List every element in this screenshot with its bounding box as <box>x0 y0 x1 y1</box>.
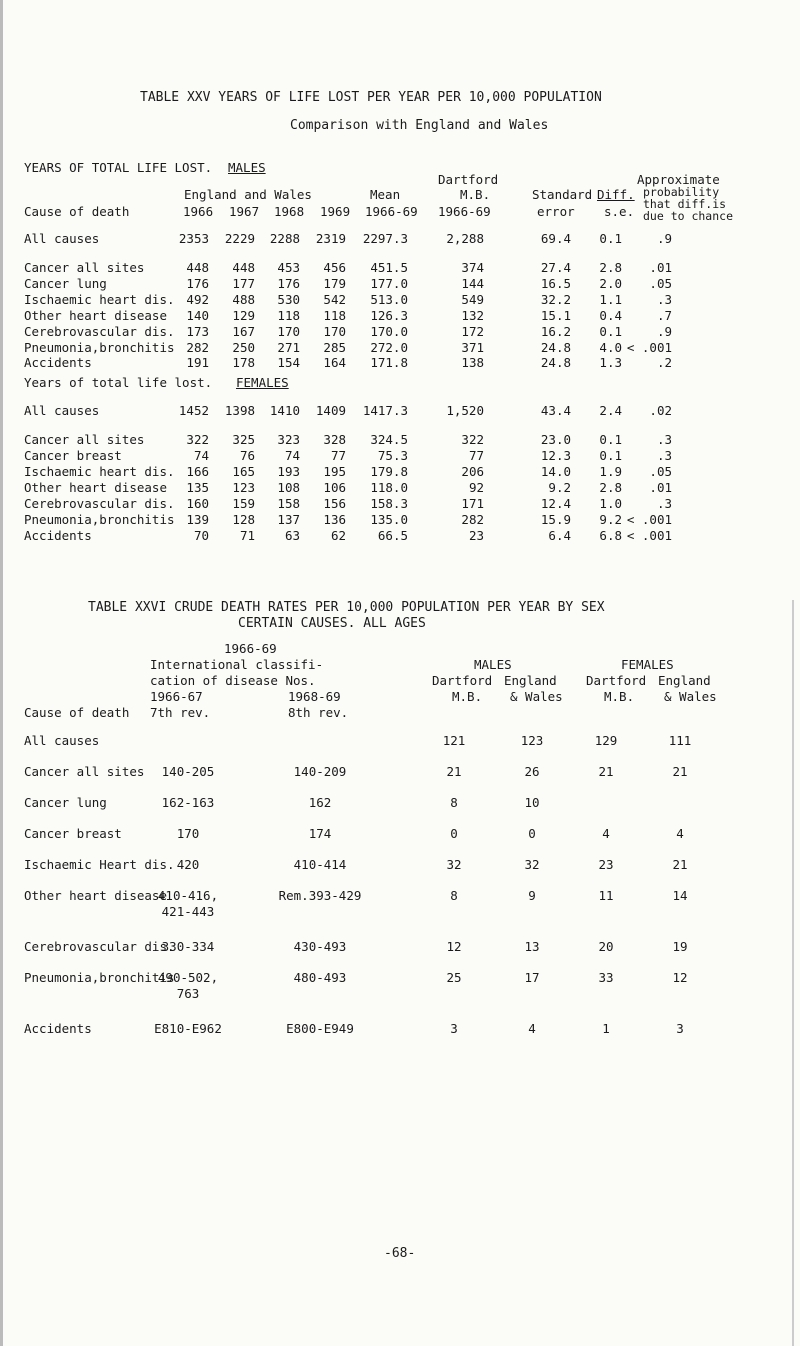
row-value-m-ew: 9 <box>528 888 536 903</box>
hdr-diff: Diff. <box>597 187 635 202</box>
row-cause-label: Other heart disease <box>24 308 167 323</box>
t26-hdr-m-england: England <box>504 673 557 688</box>
row-value: 177.0 <box>370 276 408 291</box>
row-value: < .001 <box>626 340 672 355</box>
row-value-rev8: 430-493 <box>293 939 347 954</box>
row-value-rev7: 490-502, <box>157 970 219 985</box>
row-value: 1398 <box>224 403 255 418</box>
row-value-rev7: 170 <box>176 826 200 841</box>
row-value-f-ew: 3 <box>676 1021 684 1036</box>
row-value-f-ew: 12 <box>672 970 688 985</box>
row-value-f-ew: 14 <box>672 888 688 903</box>
row-value: 135 <box>186 480 209 495</box>
row-value-m-dart: 0 <box>450 826 458 841</box>
row-value: 2288 <box>269 231 300 246</box>
row-value-f-dart: 1 <box>602 1021 610 1036</box>
section-sex-females: FEMALES <box>236 375 289 390</box>
row-value: 1452 <box>178 403 209 418</box>
hdr-mean: Mean <box>370 187 401 202</box>
row-value: .2 <box>656 355 672 370</box>
row-cause-label: Cancer all sites <box>24 432 145 447</box>
row-value-rev7: 410-416, <box>157 888 219 903</box>
row-value: 118.0 <box>370 480 408 495</box>
row-cause-label: Ischaemic Heart dis. <box>24 857 175 872</box>
row-value: 271 <box>277 340 300 355</box>
row-value: 323 <box>277 432 300 447</box>
row-value: 2297.3 <box>362 231 408 246</box>
t26-hdr-cause: Cause of death <box>24 705 130 720</box>
t26-hdr-rev7-years: 1966-67 <box>150 689 203 704</box>
t26-hdr-f-england: England <box>658 673 711 688</box>
row-cause-label: Cancer all sites <box>24 764 145 779</box>
row-value: < .001 <box>626 512 672 527</box>
row-value-m-dart: 3 <box>450 1021 458 1036</box>
t26-hdr-rev7: 7th rev. <box>150 705 211 720</box>
row-value: 27.4 <box>540 260 571 275</box>
row-value: 24.8 <box>540 355 571 370</box>
row-value-rev8: 162 <box>308 795 332 810</box>
row-value: 492 <box>186 292 209 307</box>
row-value-rev7: E810-E962 <box>154 1021 222 1036</box>
row-value: 513.0 <box>370 292 408 307</box>
row-value: 170 <box>323 324 346 339</box>
row-value-f-dart: 4 <box>602 826 610 841</box>
row-value: 129 <box>232 308 255 323</box>
row-value: 69.4 <box>540 231 571 246</box>
row-value: 2.8 <box>599 480 622 495</box>
section-label-males: YEARS OF TOTAL LIFE LOST. <box>24 160 213 175</box>
row-value: 23.0 <box>540 432 571 447</box>
row-value: 371 <box>461 340 484 355</box>
row-value-f-dart: 33 <box>598 970 614 985</box>
row-cause-label: All causes <box>24 231 100 246</box>
row-value: 1.1 <box>599 292 622 307</box>
t26-hdr-m-mb: M.B. <box>452 689 483 704</box>
row-value: 170.0 <box>370 324 408 339</box>
row-value: 12.4 <box>540 496 571 511</box>
row-value-f-dart: 23 <box>598 857 614 872</box>
row-cause-label: Other heart disease <box>24 888 167 903</box>
row-value-f-dart: 21 <box>598 764 614 779</box>
row-value: < .001 <box>626 528 672 543</box>
row-value: 1417.3 <box>362 403 408 418</box>
t26-hdr-f-mb: M.B. <box>604 689 635 704</box>
t26-hdr-m-dartford: Dartford <box>432 673 493 688</box>
row-value-f-dart: 20 <box>598 939 614 954</box>
row-value: 1.9 <box>599 464 622 479</box>
hdr-eng-wales: England and Wales <box>184 187 312 202</box>
row-value: 172 <box>461 324 484 339</box>
row-value: 126.3 <box>370 308 408 323</box>
t26-hdr-f-wales: & Wales <box>664 689 717 704</box>
row-value: 282 <box>461 512 484 527</box>
row-value-f-ew: 21 <box>672 764 688 779</box>
row-value: 324.5 <box>370 432 408 447</box>
row-value-rev8: 174 <box>308 826 332 841</box>
hdr-dartford: Dartford <box>438 172 499 187</box>
row-value: .3 <box>656 448 672 463</box>
row-value-f-dart: 129 <box>594 733 618 748</box>
row-value-m-ew: 26 <box>524 764 540 779</box>
row-value-rev7: 420 <box>176 857 200 872</box>
row-value-rev7-cont: 763 <box>176 986 200 1001</box>
hdr-approx: Approximate <box>637 172 720 187</box>
row-value: 191 <box>186 355 209 370</box>
row-value: 322 <box>186 432 209 447</box>
row-value: .9 <box>656 324 672 339</box>
row-value: 6.8 <box>599 528 622 543</box>
row-value: 165 <box>232 464 255 479</box>
row-value: .01 <box>649 480 672 495</box>
row-value-f-ew: 19 <box>672 939 688 954</box>
row-value: 0.1 <box>599 231 622 246</box>
row-value-rev7: 162-163 <box>161 795 215 810</box>
row-value: .05 <box>649 276 672 291</box>
row-cause-label: Cerebrovascular dis. <box>24 939 175 954</box>
row-value-m-ew: 0 <box>528 826 536 841</box>
row-cause-label: Other heart disease <box>24 480 167 495</box>
row-value: 118 <box>277 308 300 323</box>
row-value: 77 <box>330 448 346 463</box>
row-value: 108 <box>277 480 300 495</box>
hdr-mb-years: 1966-69 <box>438 204 491 219</box>
t26-hdr-m-wales: & Wales <box>510 689 563 704</box>
row-value: 132 <box>461 308 484 323</box>
row-value: 488 <box>232 292 255 307</box>
row-value: 171.8 <box>370 355 408 370</box>
row-cause-label: Ischaemic heart dis. <box>24 292 175 307</box>
row-value: 2.0 <box>599 276 622 291</box>
row-value-m-dart: 121 <box>442 733 466 748</box>
hdr-y1966: 1966 <box>183 204 214 219</box>
row-value: 206 <box>461 464 484 479</box>
row-value-rev7-cont: 421-443 <box>161 904 215 919</box>
row-cause-label: Cerebrovascular dis. <box>24 324 175 339</box>
row-value: 71 <box>239 528 255 543</box>
t26-hdr-f-dartford: Dartford <box>586 673 647 688</box>
row-value-rev7: 140-205 <box>161 764 215 779</box>
row-value: 158 <box>277 496 300 511</box>
row-value: 176 <box>186 276 209 291</box>
row-value: .3 <box>656 432 672 447</box>
row-cause-label: Ischaemic heart dis. <box>24 464 175 479</box>
row-value-m-dart: 21 <box>446 764 462 779</box>
row-value: 12.3 <box>540 448 571 463</box>
row-value: 74 <box>284 448 300 463</box>
row-value: 1409 <box>315 403 346 418</box>
row-cause-label: Pneumonia,bronchitis <box>24 970 175 985</box>
hdr-y1967: 1967 <box>229 204 260 219</box>
row-value: 14.0 <box>540 464 571 479</box>
row-value: 1.0 <box>599 496 622 511</box>
row-value: 374 <box>461 260 484 275</box>
row-value: 75.3 <box>377 448 408 463</box>
row-value: 179.8 <box>370 464 408 479</box>
row-value: 137 <box>277 512 300 527</box>
row-cause-label: Cancer lung <box>24 276 107 291</box>
row-value-m-ew: 17 <box>524 970 540 985</box>
hdr-prob3: due to chance <box>643 209 734 223</box>
row-value: 250 <box>232 340 255 355</box>
hdr-cause: Cause of death <box>24 204 130 219</box>
row-value: 1410 <box>269 403 300 418</box>
row-value: 106 <box>323 480 346 495</box>
hdr-error: error <box>537 204 575 219</box>
scan-edge-left <box>0 0 3 1346</box>
row-value: 159 <box>232 496 255 511</box>
t26-hdr-icd1: International classifi- <box>150 657 324 672</box>
row-value-rev7: 330-334 <box>161 939 215 954</box>
row-value: 2229 <box>224 231 255 246</box>
row-cause-label: Accidents <box>24 1021 92 1036</box>
row-value: 0.1 <box>599 324 622 339</box>
t26-hdr-males: MALES <box>474 657 512 672</box>
table26-title: TABLE XXVI CRUDE DEATH RATES PER 10,000 POPULATION PER YEAR BY SEX <box>88 600 605 615</box>
row-value: 179 <box>323 276 346 291</box>
row-value: 144 <box>461 276 484 291</box>
row-value: 542 <box>323 292 346 307</box>
row-value: 154 <box>277 355 300 370</box>
row-value: 2.8 <box>599 260 622 275</box>
row-value: 63 <box>284 528 300 543</box>
t26-hdr-icd2: cation of disease Nos. <box>150 673 316 688</box>
row-value: 23 <box>468 528 484 543</box>
row-value: 167 <box>232 324 255 339</box>
row-value-m-ew: 123 <box>520 733 544 748</box>
row-value: 138 <box>461 355 484 370</box>
row-value-rev8: E800-E949 <box>286 1021 354 1036</box>
hdr-mb: M.B. <box>460 187 491 202</box>
scan-edge-right <box>792 600 794 1346</box>
hdr-mean-years: 1966-69 <box>365 204 418 219</box>
row-value: 328 <box>323 432 346 447</box>
row-value-rev8: 140-209 <box>293 764 347 779</box>
row-value: 1.3 <box>599 355 622 370</box>
row-value: 448 <box>232 260 255 275</box>
t26-hdr-females: FEMALES <box>621 657 674 672</box>
row-cause-label: Accidents <box>24 528 92 543</box>
t26-hdr-rev8: 8th rev. <box>288 705 349 720</box>
row-value: 77 <box>468 448 484 463</box>
row-value-m-dart: 25 <box>446 970 462 985</box>
row-value: .01 <box>649 260 672 275</box>
row-value: 24.8 <box>540 340 571 355</box>
row-value: 285 <box>323 340 346 355</box>
row-cause-label: Pneumonia,bronchitis <box>24 512 175 527</box>
row-value: 282 <box>186 340 209 355</box>
row-value: 136 <box>323 512 346 527</box>
row-value-m-dart: 8 <box>450 888 458 903</box>
row-value: .05 <box>649 464 672 479</box>
row-cause-label: All causes <box>24 403 100 418</box>
row-value-m-ew: 32 <box>524 857 540 872</box>
row-value: 0.4 <box>599 308 622 323</box>
row-cause-label: Pneumonia,bronchitis <box>24 340 175 355</box>
row-value-f-ew: 111 <box>668 733 692 748</box>
row-value: 177 <box>232 276 255 291</box>
row-value: 2.4 <box>599 403 622 418</box>
hdr-y1968: 1968 <box>274 204 305 219</box>
row-value: 456 <box>323 260 346 275</box>
row-value: 16.5 <box>540 276 571 291</box>
row-value-m-dart: 8 <box>450 795 458 810</box>
hdr-prob2: that diff.is <box>643 197 727 211</box>
row-value: .3 <box>656 496 672 511</box>
row-value: 16.2 <box>540 324 571 339</box>
row-value: 70 <box>193 528 209 543</box>
row-value: 171 <box>461 496 484 511</box>
row-value: 156 <box>323 496 346 511</box>
row-value: 140 <box>186 308 209 323</box>
row-value: 322 <box>461 432 484 447</box>
row-cause-label: Cerebrovascular dis. <box>24 496 175 511</box>
row-value: 325 <box>232 432 255 447</box>
row-value: 2353 <box>178 231 209 246</box>
row-value: 6.4 <box>548 528 571 543</box>
row-value-m-ew: 10 <box>524 795 540 810</box>
row-value: 128 <box>232 512 255 527</box>
row-value: 32.2 <box>540 292 571 307</box>
row-value: .02 <box>649 403 672 418</box>
row-value: 451.5 <box>370 260 408 275</box>
row-value: 549 <box>461 292 484 307</box>
hdr-se: s.e. <box>604 204 635 219</box>
row-value: 1,520 <box>446 403 484 418</box>
row-cause-label: Accidents <box>24 355 92 370</box>
row-value-m-ew: 13 <box>524 939 540 954</box>
row-value-f-ew: 4 <box>676 826 684 841</box>
row-value: 2,288 <box>446 231 484 246</box>
row-value: 173 <box>186 324 209 339</box>
row-value: 530 <box>277 292 300 307</box>
row-value: 160 <box>186 496 209 511</box>
page-number: -68- <box>384 1246 416 1261</box>
row-cause-label: All causes <box>24 733 100 748</box>
row-value: 193 <box>277 464 300 479</box>
row-cause-label: Cancer breast <box>24 448 122 463</box>
row-value: 92 <box>468 480 484 495</box>
row-value: 195 <box>323 464 346 479</box>
row-value: 62 <box>330 528 346 543</box>
row-value: 164 <box>323 355 346 370</box>
row-value-rev8: 480-493 <box>293 970 347 985</box>
row-value: 0.1 <box>599 432 622 447</box>
row-value: 9.2 <box>599 512 622 527</box>
table25-title: TABLE XXV YEARS OF LIFE LOST PER YEAR PER 10,000 POPULATION <box>140 90 602 105</box>
hdr-prob1: probability <box>643 185 720 199</box>
t26-hdr-icd-years: 1966-69 <box>224 641 277 656</box>
row-value-f-ew: 21 <box>672 857 688 872</box>
row-value: 272.0 <box>370 340 408 355</box>
t26-hdr-rev8-years: 1968-69 <box>288 689 341 704</box>
row-value-m-dart: 12 <box>446 939 462 954</box>
row-value: .9 <box>656 231 672 246</box>
row-value-rev8: Rem.393-429 <box>278 888 362 903</box>
row-value: 176 <box>277 276 300 291</box>
row-value: 74 <box>193 448 209 463</box>
row-value: 2319 <box>315 231 346 246</box>
row-value: 43.4 <box>540 403 571 418</box>
row-value: 4.0 <box>599 340 622 355</box>
row-value: 178 <box>232 355 255 370</box>
row-value: 118 <box>323 308 346 323</box>
row-value: 123 <box>232 480 255 495</box>
row-value-m-dart: 32 <box>446 857 462 872</box>
row-value: 448 <box>186 260 209 275</box>
section-label-females: Years of total life lost. <box>24 375 213 390</box>
row-value: 135.0 <box>370 512 408 527</box>
row-cause-label: Cancer lung <box>24 795 107 810</box>
row-value: 0.1 <box>599 448 622 463</box>
row-value-m-ew: 4 <box>528 1021 536 1036</box>
row-value: .7 <box>656 308 672 323</box>
row-value: 170 <box>277 324 300 339</box>
table25-subtitle: Comparison with England and Wales <box>290 118 549 133</box>
row-cause-label: Cancer breast <box>24 826 122 841</box>
row-value: 15.9 <box>540 512 571 527</box>
row-value: 453 <box>277 260 300 275</box>
row-value: 166 <box>186 464 209 479</box>
row-value: 139 <box>186 512 209 527</box>
row-cause-label: Cancer all sites <box>24 260 145 275</box>
table26-subtitle: CERTAIN CAUSES. ALL AGES <box>238 616 426 631</box>
hdr-standard: Standard <box>532 187 593 202</box>
row-value: 158.3 <box>370 496 408 511</box>
row-value: 9.2 <box>548 480 571 495</box>
row-value-rev8: 410-414 <box>293 857 347 872</box>
row-value-f-dart: 11 <box>598 888 614 903</box>
row-value: 66.5 <box>377 528 408 543</box>
row-value: 15.1 <box>540 308 571 323</box>
row-value: 76 <box>239 448 255 463</box>
section-sex-males: MALES <box>228 160 266 175</box>
row-value: .3 <box>656 292 672 307</box>
hdr-y1969: 1969 <box>320 204 351 219</box>
